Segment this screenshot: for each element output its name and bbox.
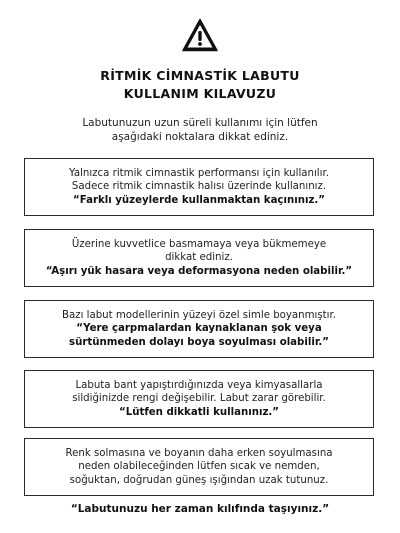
footer-note: “Labutunuzu her zaman kılıfında taşıyınız.”: [70, 503, 330, 515]
notice-2-line-1: Üzerine kuvvetlice basmamaya veya bükmemeye: [71, 238, 327, 250]
notice-box-3: [24, 300, 374, 358]
notice-1-line-1: Yalnızca ritmik cimnastik performansı için kullanılır.: [69, 167, 329, 179]
notice-4-line-1: Labuta bant yapıştırdığınızda veya kimyasallarla: [75, 379, 323, 391]
notice-1-line-2: Sadece ritmik cimnastik halısı üzerinde kullanınız.: [71, 181, 327, 193]
notice-box-4: [24, 370, 374, 428]
warning-icon: [182, 18, 218, 52]
notice-5-line-3: soğuktan, doğrudan güneş ışığından uzak tutunuz.: [69, 474, 329, 486]
page-title: [0, 67, 400, 103]
title-line-2: KULLANIM KILAVUZU: [123, 86, 277, 101]
notice-4-line-2: sildiğinizde rengi değişebilir. Labut zarar görebilir.: [72, 393, 326, 405]
notice-4-emphasis: “Lütfen dikkatli kullanınız.”: [119, 406, 279, 418]
notice-2-emphasis: “Aşırı yük hasara veya deformasyona neden olabilir.”: [45, 265, 353, 277]
notice-3-emphasis-1: “Yere çarpmalardan kaynaklanan şok veya: [76, 323, 322, 335]
intro-line-1: Labutunuzun uzun süreli kullanımı için lütfen: [82, 117, 318, 129]
notice-3-emphasis-2: sürtünmeden dolayı boya soyulması olabilir.”: [69, 336, 329, 348]
notice-3-line-1: Bazı labut modellerinin yüzeyi özel simle boyanmıştır.: [61, 309, 337, 321]
title-line-1: RİTMİK CİMNASTİK LABUTU: [100, 68, 300, 83]
notice-5-line-1: Renk solmasına ve boyanın daha erken soyulmasına: [65, 447, 333, 459]
notice-2-line-2: dikkat ediniz.: [165, 252, 233, 264]
intro-line-2: aşağıdaki noktalara dikkat ediniz.: [111, 131, 289, 143]
notice-box-2: [24, 229, 374, 287]
notice-1-emphasis: “Farklı yüzeylerde kullanmaktan kaçınınız.”: [73, 194, 325, 206]
notice-box-5: [24, 438, 374, 496]
intro-text: [0, 116, 400, 144]
notice-box-1: [24, 158, 374, 216]
notice-5-line-2: neden olabileceğinden lütfen sıcak ve nemden,: [78, 461, 320, 473]
